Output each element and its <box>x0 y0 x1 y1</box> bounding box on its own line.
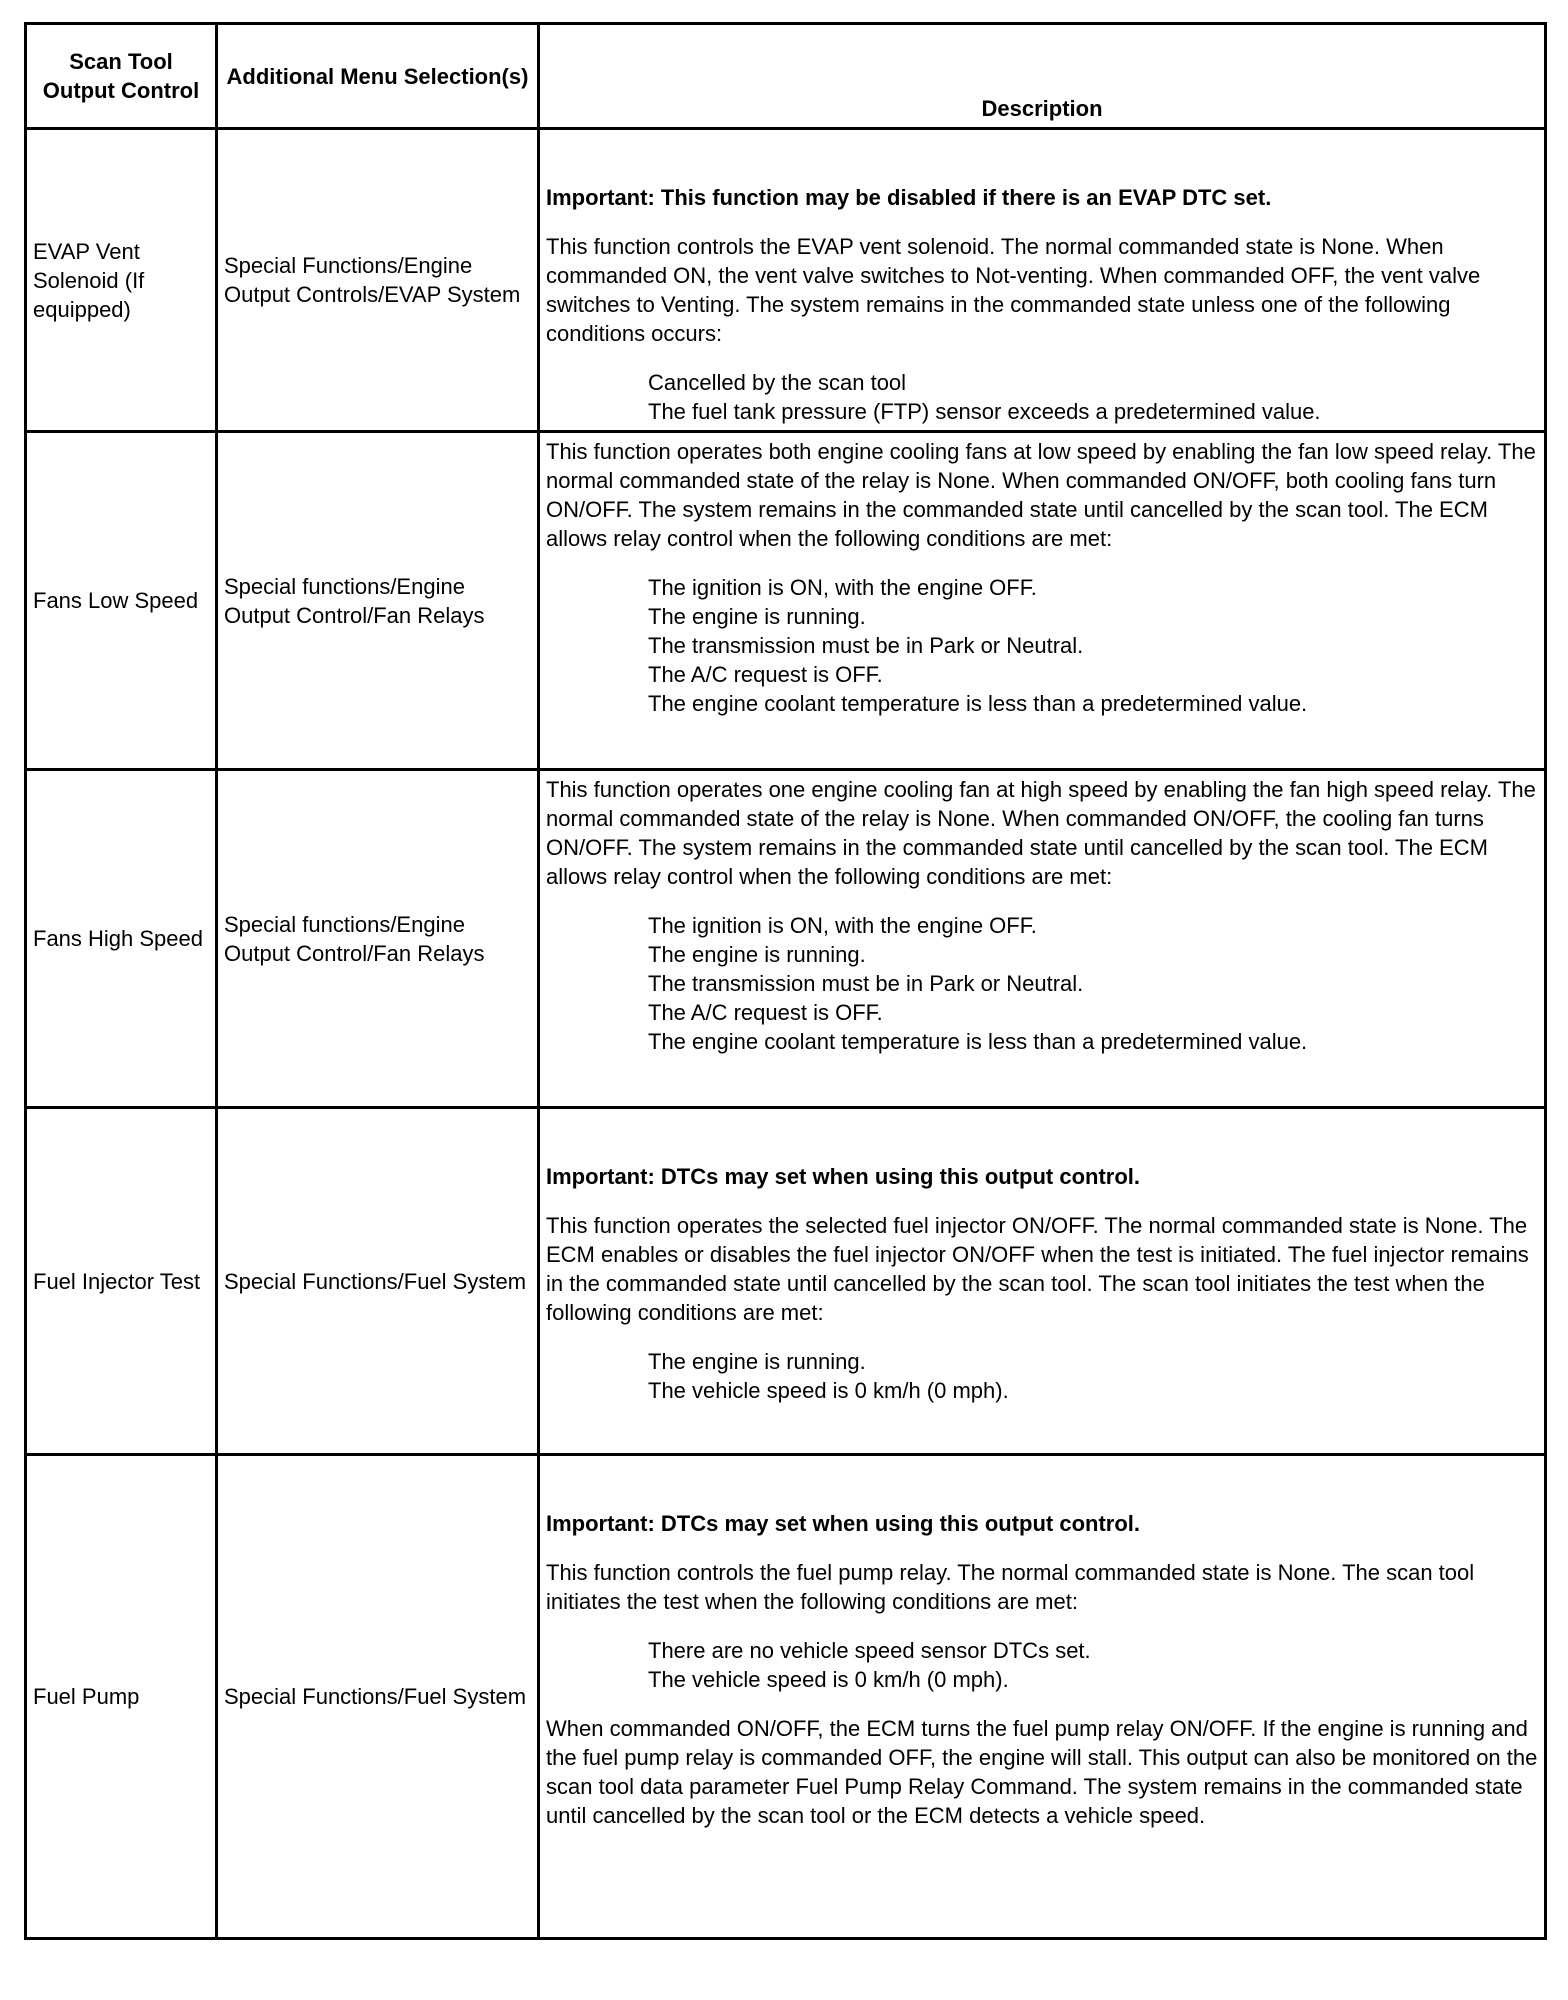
table-row-fans-low-speed <box>26 432 1546 770</box>
list-item: The vehicle speed is 0 km/h (0 mph). <box>648 1667 1009 1692</box>
description-text: This function operates one engine cooling fan at high speed by enabling the fan high speed relay. The normal commanded state of the relay is None. When commanded ON/OFF, the cooling fan turns ON/OFF. The system remains in the commanded state until cancelled by the scan tool. The ECM allows relay control when the following conditions are met: <box>546 777 1536 889</box>
conditions-list <box>546 911 1538 1056</box>
control-cell: Fans High Speed <box>26 770 217 1108</box>
conditions-list <box>546 1636 1538 1694</box>
fuel-pump-note: When commanded ON/OFF, the ECM turns the fuel pump relay ON/OFF. If the engine is running and the fuel pump relay is commanded OFF, the engine will stall. This output can also be monitored on the scan tool data parameter Fuel Pump Relay Command. The system remains in the commanded state until cancelled by the scan tool or the ECM detects a vehicle speed. <box>546 1716 1538 1828</box>
description-cell <box>539 770 1546 1108</box>
menu-cell: Special Functions/Fuel System <box>217 1455 539 1939</box>
description-cell <box>539 1108 1546 1455</box>
list-item: The engine coolant temperature is less than a predetermined value. <box>648 691 1308 716</box>
menu-cell: Special functions/Engine Output Control/Fan Relays <box>217 770 539 1108</box>
header-row <box>26 24 1546 129</box>
list-item: The transmission must be in Park or Neutral. <box>648 971 1084 996</box>
list-item: The vehicle speed is 0 km/h (0 mph). <box>648 1378 1009 1403</box>
list-item: Cancelled by the scan tool <box>648 370 907 395</box>
description-cell <box>539 1455 1546 1939</box>
table-row-fuel-pump <box>26 1455 1546 1939</box>
description-cell <box>539 129 1546 432</box>
list-item: The ignition is ON, with the engine OFF. <box>648 913 1037 938</box>
output-controls-table <box>24 22 1547 1940</box>
control-cell: Fans Low Speed <box>26 432 217 770</box>
description-text: This function controls the EVAP vent solenoid. The normal commanded state is None. When commanded ON, the vent valve switches to Not-venting. When commanded OFF, the vent valve switches to Venting. The system remains in the commanded state unless one of the following conditions occurs: <box>546 234 1481 346</box>
menu-cell: Special functions/Engine Output Control/Fan Relays <box>217 432 539 770</box>
table-row-fuel-injector-test <box>26 1108 1546 1455</box>
list-item: The engine is running. <box>648 942 866 967</box>
description-text: This function controls the fuel pump relay. The normal commanded state is None. The scan tool initiates the test when the following conditions are met: <box>546 1560 1475 1614</box>
list-item: The engine is running. <box>648 1349 866 1374</box>
important-note: Important: This function may be disabled if there is an EVAP DTC set. <box>546 185 1272 210</box>
conditions-list <box>546 368 1538 426</box>
header-description: Description <box>539 24 1546 129</box>
description-text: This function operates the selected fuel injector ON/OFF. The normal commanded state is None. The ECM enables or disables the fuel injector ON/OFF when the test is initiated. The fuel injector remains in the commanded state until cancelled by the scan tool. The scan tool initiates the test when the following conditions are met: <box>546 1213 1529 1325</box>
control-cell: Fuel Injector Test <box>26 1108 217 1455</box>
description-text: This function operates both engine cooling fans at low speed by enabling the fan low speed relay. The normal commanded state of the relay is None. When commanded ON/OFF, both cooling fans turn ON/OFF. The system remains in the commanded state until cancelled by the scan tool. The ECM allows relay control when the following conditions are met: <box>546 439 1536 551</box>
control-cell: Fuel Pump <box>26 1455 217 1939</box>
table-row-evap-vent-solenoid <box>26 129 1546 432</box>
list-item: The fuel tank pressure (FTP) sensor exceeds a predetermined value. <box>648 399 1321 424</box>
list-item: The A/C request is OFF. <box>648 1000 883 1025</box>
list-item: The engine coolant temperature is less than a predetermined value. <box>648 1029 1308 1054</box>
conditions-list <box>546 573 1538 718</box>
list-item: The A/C request is OFF. <box>648 662 883 687</box>
table-row-fans-high-speed <box>26 770 1546 1108</box>
menu-cell: Special Functions/Engine Output Controls/EVAP System <box>217 129 539 432</box>
important-note: Important: DTCs may set when using this output control. <box>546 1164 1141 1189</box>
list-item: There are no vehicle speed sensor DTCs set. <box>648 1638 1091 1663</box>
menu-cell: Special Functions/Fuel System <box>217 1108 539 1455</box>
list-item: The ignition is ON, with the engine OFF. <box>648 575 1037 600</box>
list-item: The transmission must be in Park or Neutral. <box>648 633 1084 658</box>
conditions-list <box>546 1347 1538 1405</box>
header-additional-menu-selections: Additional Menu Selection(s) <box>217 24 539 129</box>
control-cell: EVAP Vent Solenoid (If equipped) <box>26 129 217 432</box>
list-item: The engine is running. <box>648 604 866 629</box>
description-cell <box>539 432 1546 770</box>
header-scan-tool-output-control: Scan Tool Output Control <box>26 24 217 129</box>
important-note: Important: DTCs may set when using this output control. <box>546 1511 1141 1536</box>
